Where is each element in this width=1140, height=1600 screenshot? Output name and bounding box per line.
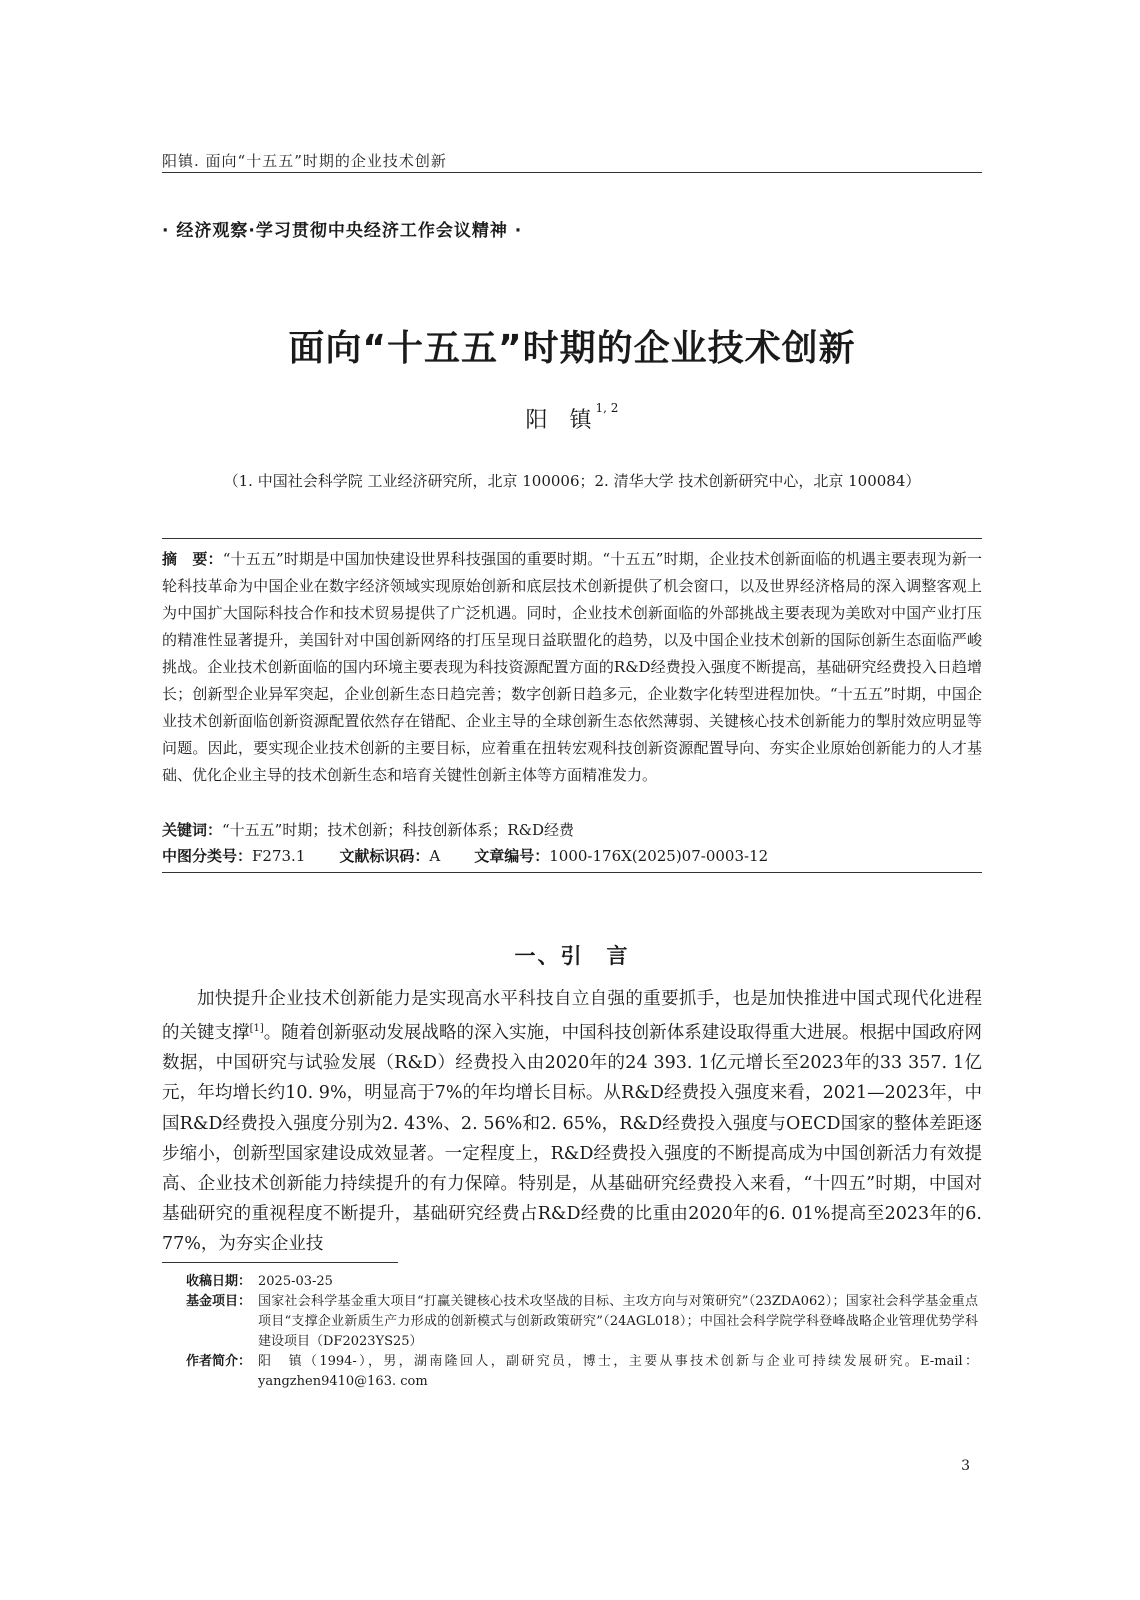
footnote-rule	[162, 1262, 398, 1263]
article-title: 面向“十五五”时期的企业技术创新	[288, 328, 856, 369]
author-name: 阳 镇	[525, 408, 592, 433]
abstract-text: “十五五”时期是中国加快建设世界科技强国的重要时期。“十五五”时期，企业技术创新面临的机遇主要表现为新一轮科技革命为中国企业在数字经济领域实现原始创新和底层技术创新提供了机会窗口，以及世界经济格局的深入调整客观上为中国扩大国际科技合作和技术贸易提供了广泛机遇。同时，企业技术创新面临的外部挑战主要表现为美欧对中国产业打压的精准性显著提升，美国针对中国创新网络的打压呈现日益联盟化的趋势，以及中国企业技术创新的国际创新生态面临严峻挑战。企业技术创新面临的国内环境主要表现为科技资源配置方面的R&D经费投入强度不断提高，基础研究经费投入日趋增长；创新型企业异军突起，企业创新生态日趋完善；数字创新日趋多元，企业数字化转型进程加快。“十五五”时期，中国企业技术创新面临创新资源配置依然存在错配、企业主导的全球创新生态依然薄弱、关键核心技术创新能力的掣肘效应明显等问题。因此，要实现企业技术创新的主要目标，应着重在扭转宏观科技创新资源配置导向、夯实企业原始创新能力的人才基础、优化企业主导的技术创新生态和培育关键性创新主体等方面精准发力。	[162, 550, 982, 784]
running-header: 阳镇. 面向“十五五”时期的企业技术创新	[162, 152, 447, 170]
clc-label: 中图分类号：	[162, 847, 253, 865]
fund-row	[186, 1292, 978, 1352]
author-bio-text: 阳 镇（1994-），男，湖南隆回人，副研究员，博士，主要从事技术创新与企业可持续发展研究。E-mail：yangzhen9410@163. com	[258, 1354, 978, 1389]
keywords	[162, 817, 982, 843]
doc-code-label: 文献标识码：	[339, 847, 430, 865]
author-line	[162, 403, 982, 434]
article-number-value: 1000-176X(2025)07-0003-12	[549, 847, 769, 865]
abstract-label: 摘 要：	[162, 550, 223, 568]
footnotes	[186, 1272, 978, 1392]
doc-code-value: A	[429, 847, 441, 865]
article-number-label: 文章编号：	[474, 847, 550, 865]
received-date-row	[186, 1272, 978, 1292]
abstract	[162, 546, 982, 789]
fund-label: 基金项目：	[186, 1294, 252, 1309]
author-affiliation-marks: 1, 2	[595, 401, 619, 415]
received-date: 2025-03-25	[258, 1274, 333, 1289]
body-text-part2: 。随着创新驱动发展战略的深入实施，中国科技创新体系建设取得重大进展。根据中国政府网数据，中国研究与试验发展（R&D）经费投入由2020年的24 393. 1亿元增长至2023年的33 357. 1亿元，年均增长约10. 9%，明显高于7%的年均增长目标。从R&D经费投入强度来看，2021—2023年，中国R&D经费投入强度分别为2. 43%、2. 56%和2. 65%，R&D经费投入强度与OECD国家的整体差距逐步缩小，创新型国家建设成效显著。一定程度上，R&D经费投入强度的不断提高成为中国创新活力有效提高、企业技术创新能力持续提升的有力保障。特别是，从基础研究经费投入来看，“十四五”时期，中国对基础研究的重视程度不断提升，基础研究经费占R&D经费的比重由2020年的6. 01%提高至2023年的6. 77%，为夯实企业技	[162, 1023, 983, 1255]
body-text-part1: 加快提升企业技术创新能力是实现高水平科技自立自强的重要抓手，也是加快推进中国式现代化进程的关键支撑	[162, 989, 982, 1044]
abstract-top-rule	[162, 538, 982, 539]
affiliation: （1. 中国社会科学院 工业经济研究所，北京 100006；2. 清华大学 技术创新研究中心，北京 100084）	[223, 472, 921, 490]
header-rule	[162, 172, 982, 173]
abstract-bottom-rule	[162, 872, 982, 873]
received-label: 收稿日期：	[186, 1274, 252, 1289]
section-heading: 一、引 言	[514, 944, 630, 968]
body-paragraph	[162, 984, 982, 1260]
keywords-label: 关键词：	[162, 821, 223, 839]
fund-text: 国家社会科学基金重大项目“打赢关键核心技术攻坚战的目标、主攻方向与对策研究”（23ZDA062）；国家社会科学基金重点项目“支撑企业新质生产力形成的创新模式与创新政策研究”（24AGL018）；中国社会科学院学科登峰战略企业管理优势学科建设项目（DF2023YS25）	[258, 1294, 978, 1349]
clc-value: F273.1	[252, 847, 306, 865]
author-bio-row	[186, 1352, 978, 1392]
classification-line	[162, 843, 982, 869]
page-number: 3	[961, 1458, 970, 1474]
keywords-text: “十五五”时期；技术创新；科技创新体系；R&D经费	[222, 821, 575, 839]
column-tag: · 经济观察·学习贯彻中央经济工作会议精神 ·	[162, 221, 523, 241]
citation-ref: [1]	[249, 1023, 264, 1035]
author-bio-label: 作者简介：	[186, 1354, 252, 1369]
